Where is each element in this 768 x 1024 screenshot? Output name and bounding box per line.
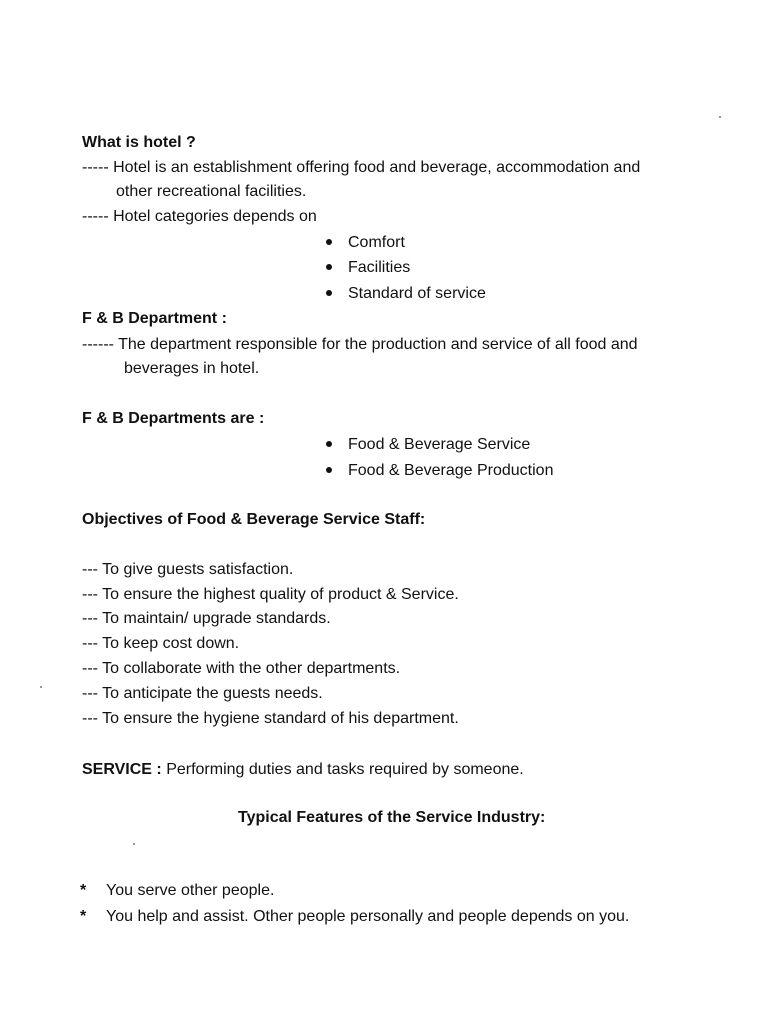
fb-definition-line-1: ------ The department responsible for the production and service of all food and (82, 336, 638, 353)
bullet-icon (326, 467, 332, 473)
bullet-icon (326, 264, 332, 270)
feature-text: You help and assist. Other people personally and people depends on you. (106, 908, 630, 925)
objective-item: --- To ensure the highest quality of product & Service. (82, 586, 459, 603)
list-item (80, 907, 629, 927)
objective-item: --- To maintain/ upgrade standards. (82, 610, 331, 627)
fb-departments-heading: F & B Departments are : (82, 410, 265, 427)
fb-definition-line-2: beverages in hotel. (124, 360, 260, 377)
fb-heading: F & B Department : (82, 310, 227, 327)
objective-item: --- To give guests satisfaction. (82, 561, 294, 578)
asterisk-icon: * (80, 882, 87, 899)
hotel-definition-line-2: other recreational facilities. (116, 183, 307, 200)
category-label: Facilities (348, 259, 411, 276)
service-definition (82, 760, 524, 780)
objective-item: --- To ensure the hygiene standard of his department. (82, 710, 459, 727)
objectives-heading: Objectives of Food & Beverage Service Staff: (82, 511, 426, 528)
features-heading: Typical Features of the Service Industry: (238, 809, 546, 826)
list-item (326, 435, 530, 455)
bullet-icon (326, 441, 332, 447)
scan-speck (40, 686, 42, 688)
asterisk-icon: * (80, 908, 87, 925)
list-item (326, 461, 553, 481)
list-item (326, 233, 405, 253)
department-label: Food & Beverage Service (348, 436, 531, 453)
department-label: Food & Beverage Production (348, 462, 554, 479)
service-label: SERVICE : (82, 761, 162, 778)
scan-speck (133, 843, 135, 845)
objective-item: --- To anticipate the guests needs. (82, 685, 323, 702)
category-label: Standard of service (348, 285, 486, 302)
bullet-icon (326, 239, 332, 245)
list-item (326, 258, 410, 278)
objective-item: --- To keep cost down. (82, 635, 240, 652)
service-text: Performing duties and tasks required by someone. (166, 761, 524, 778)
scan-speck (719, 116, 721, 118)
hotel-categories-intro: ----- Hotel categories depends on (82, 208, 317, 225)
hotel-definition-line-1: ----- Hotel is an establishment offering food and beverage, accommodation and (82, 159, 641, 176)
list-item (80, 881, 274, 901)
bullet-icon (326, 290, 332, 296)
category-label: Comfort (348, 234, 405, 251)
feature-text: You serve other people. (106, 882, 275, 899)
objective-item: --- To collaborate with the other departments. (82, 660, 401, 677)
list-item (326, 284, 486, 304)
hotel-heading: What is hotel ? (82, 134, 196, 151)
